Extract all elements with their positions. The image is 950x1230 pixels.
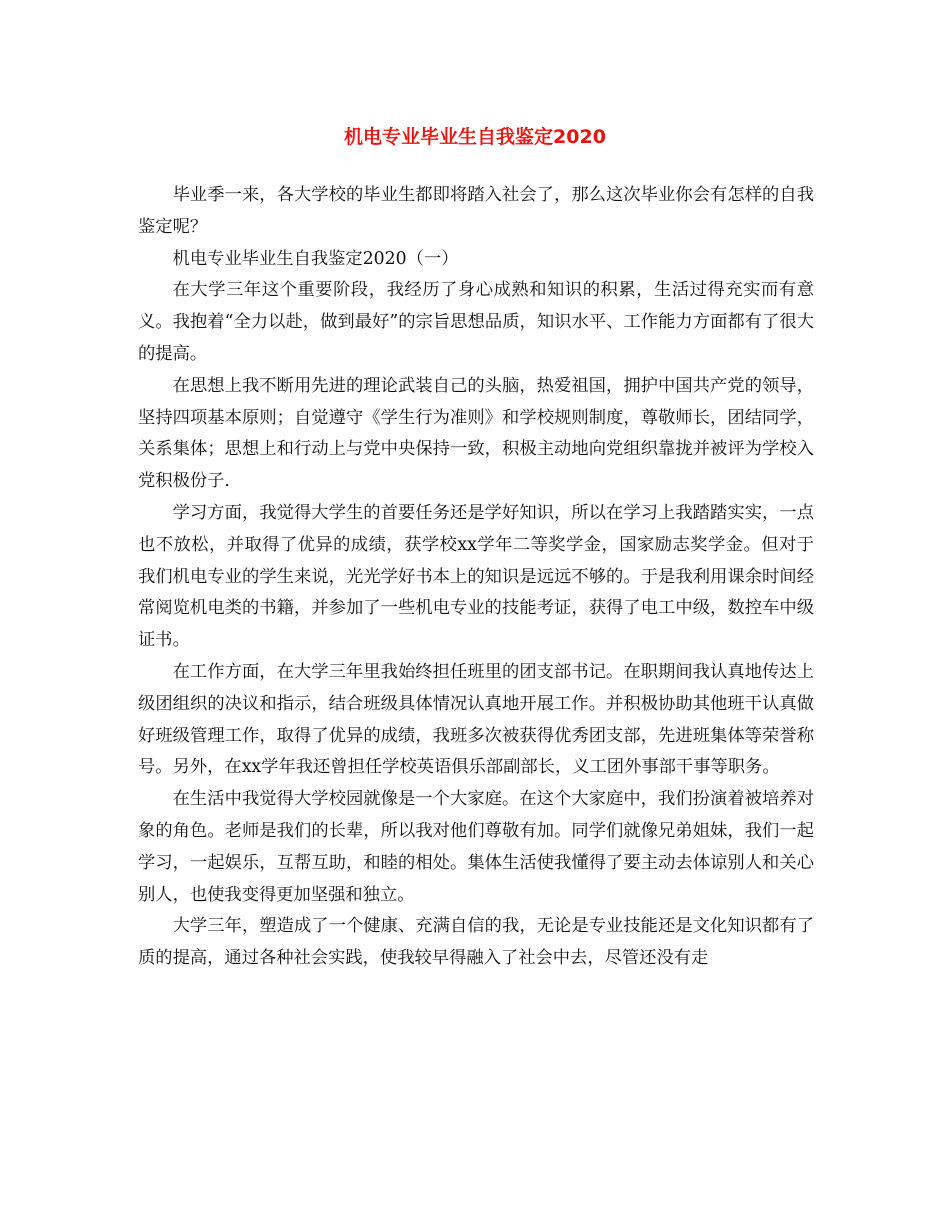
document-body — [138, 180, 814, 975]
paragraph-study: 学习方面，我觉得大学生的首要任务还是学好知识，所以在学习上我踏踏实实，一点也不放松，并取得了优异的成绩，获学校xx学年二等奖学金，国家励志奖学金。但对于我们机电专业的学生来说，光光学好书本上的知识是远远不够的。于是我利用课余时间经常阅览机电类的书籍，并参加了一些机电专业的技能考证，获得了电工中级，数控车中级证书。 — [138, 502, 814, 651]
paragraph-ideology: 在思想上我不断用先进的理论武装自己的头脑，热爱祖国，拥护中国共产党的领导，坚持四项基本原则；自觉遵守《学生行为准则》和学校规则制度，尊敬师长，团结同学，关系集体；思想上和行动上与党中央保持一致，积极主动地向党组织靠拢并被评为学校入党积极份子. — [138, 375, 814, 492]
paragraph-life: 在生活中我觉得大学校园就像是一个大家庭。在这个大家庭中，我们扮演着被培养对象的角色。老师是我们的长辈，所以我对他们尊敬有加。同学们就像兄弟姐妹，我们一起学习，一起娱乐，互帮互助，和睦的相处。集体生活使我懂得了要主动去体谅别人和关心别人，也使我变得更加坚强和独立。 — [138, 789, 814, 905]
section-heading: 机电专业毕业生自我鉴定2020（一） — [172, 248, 459, 269]
paragraph-summary: 大学三年，塑造成了一个健康、充满自信的我，无论是专业技能还是文化知识都有了质的提高，通过各种社会实践，使我较早得融入了社会中去，尽管还没有走 — [138, 916, 814, 969]
paragraph-work: 在工作方面，在大学三年里我始终担任班里的团支部书记。在职期间我认真地传达上级团组织的决议和指示，结合班级具体情况认真地开展工作。并积极协助其他班干认真做好班级管理工作，取得了优异的成绩，我班多次被获得优秀团支部，先进班集体等荣誉称号。另外，在xx学年我还曾担任学校英语俱乐部副部长，义工团外事部干事等职务。 — [138, 661, 814, 778]
paragraph-overview: 在大学三年这个重要阶段，我经历了身心成熟和知识的积累，生活过得充实而有意义。我抱着“全力以赴，做到最好”的宗旨思想品质，知识水平、工作能力方面都有了很大的提高。 — [138, 280, 814, 364]
paragraph-intro: 毕业季一来，各大学校的毕业生都即将踏入社会了，那么这次毕业你会有怎样的自我鉴定呢？ — [138, 185, 814, 237]
document-title: 机电专业毕业生自我鉴定2020 — [344, 126, 606, 148]
